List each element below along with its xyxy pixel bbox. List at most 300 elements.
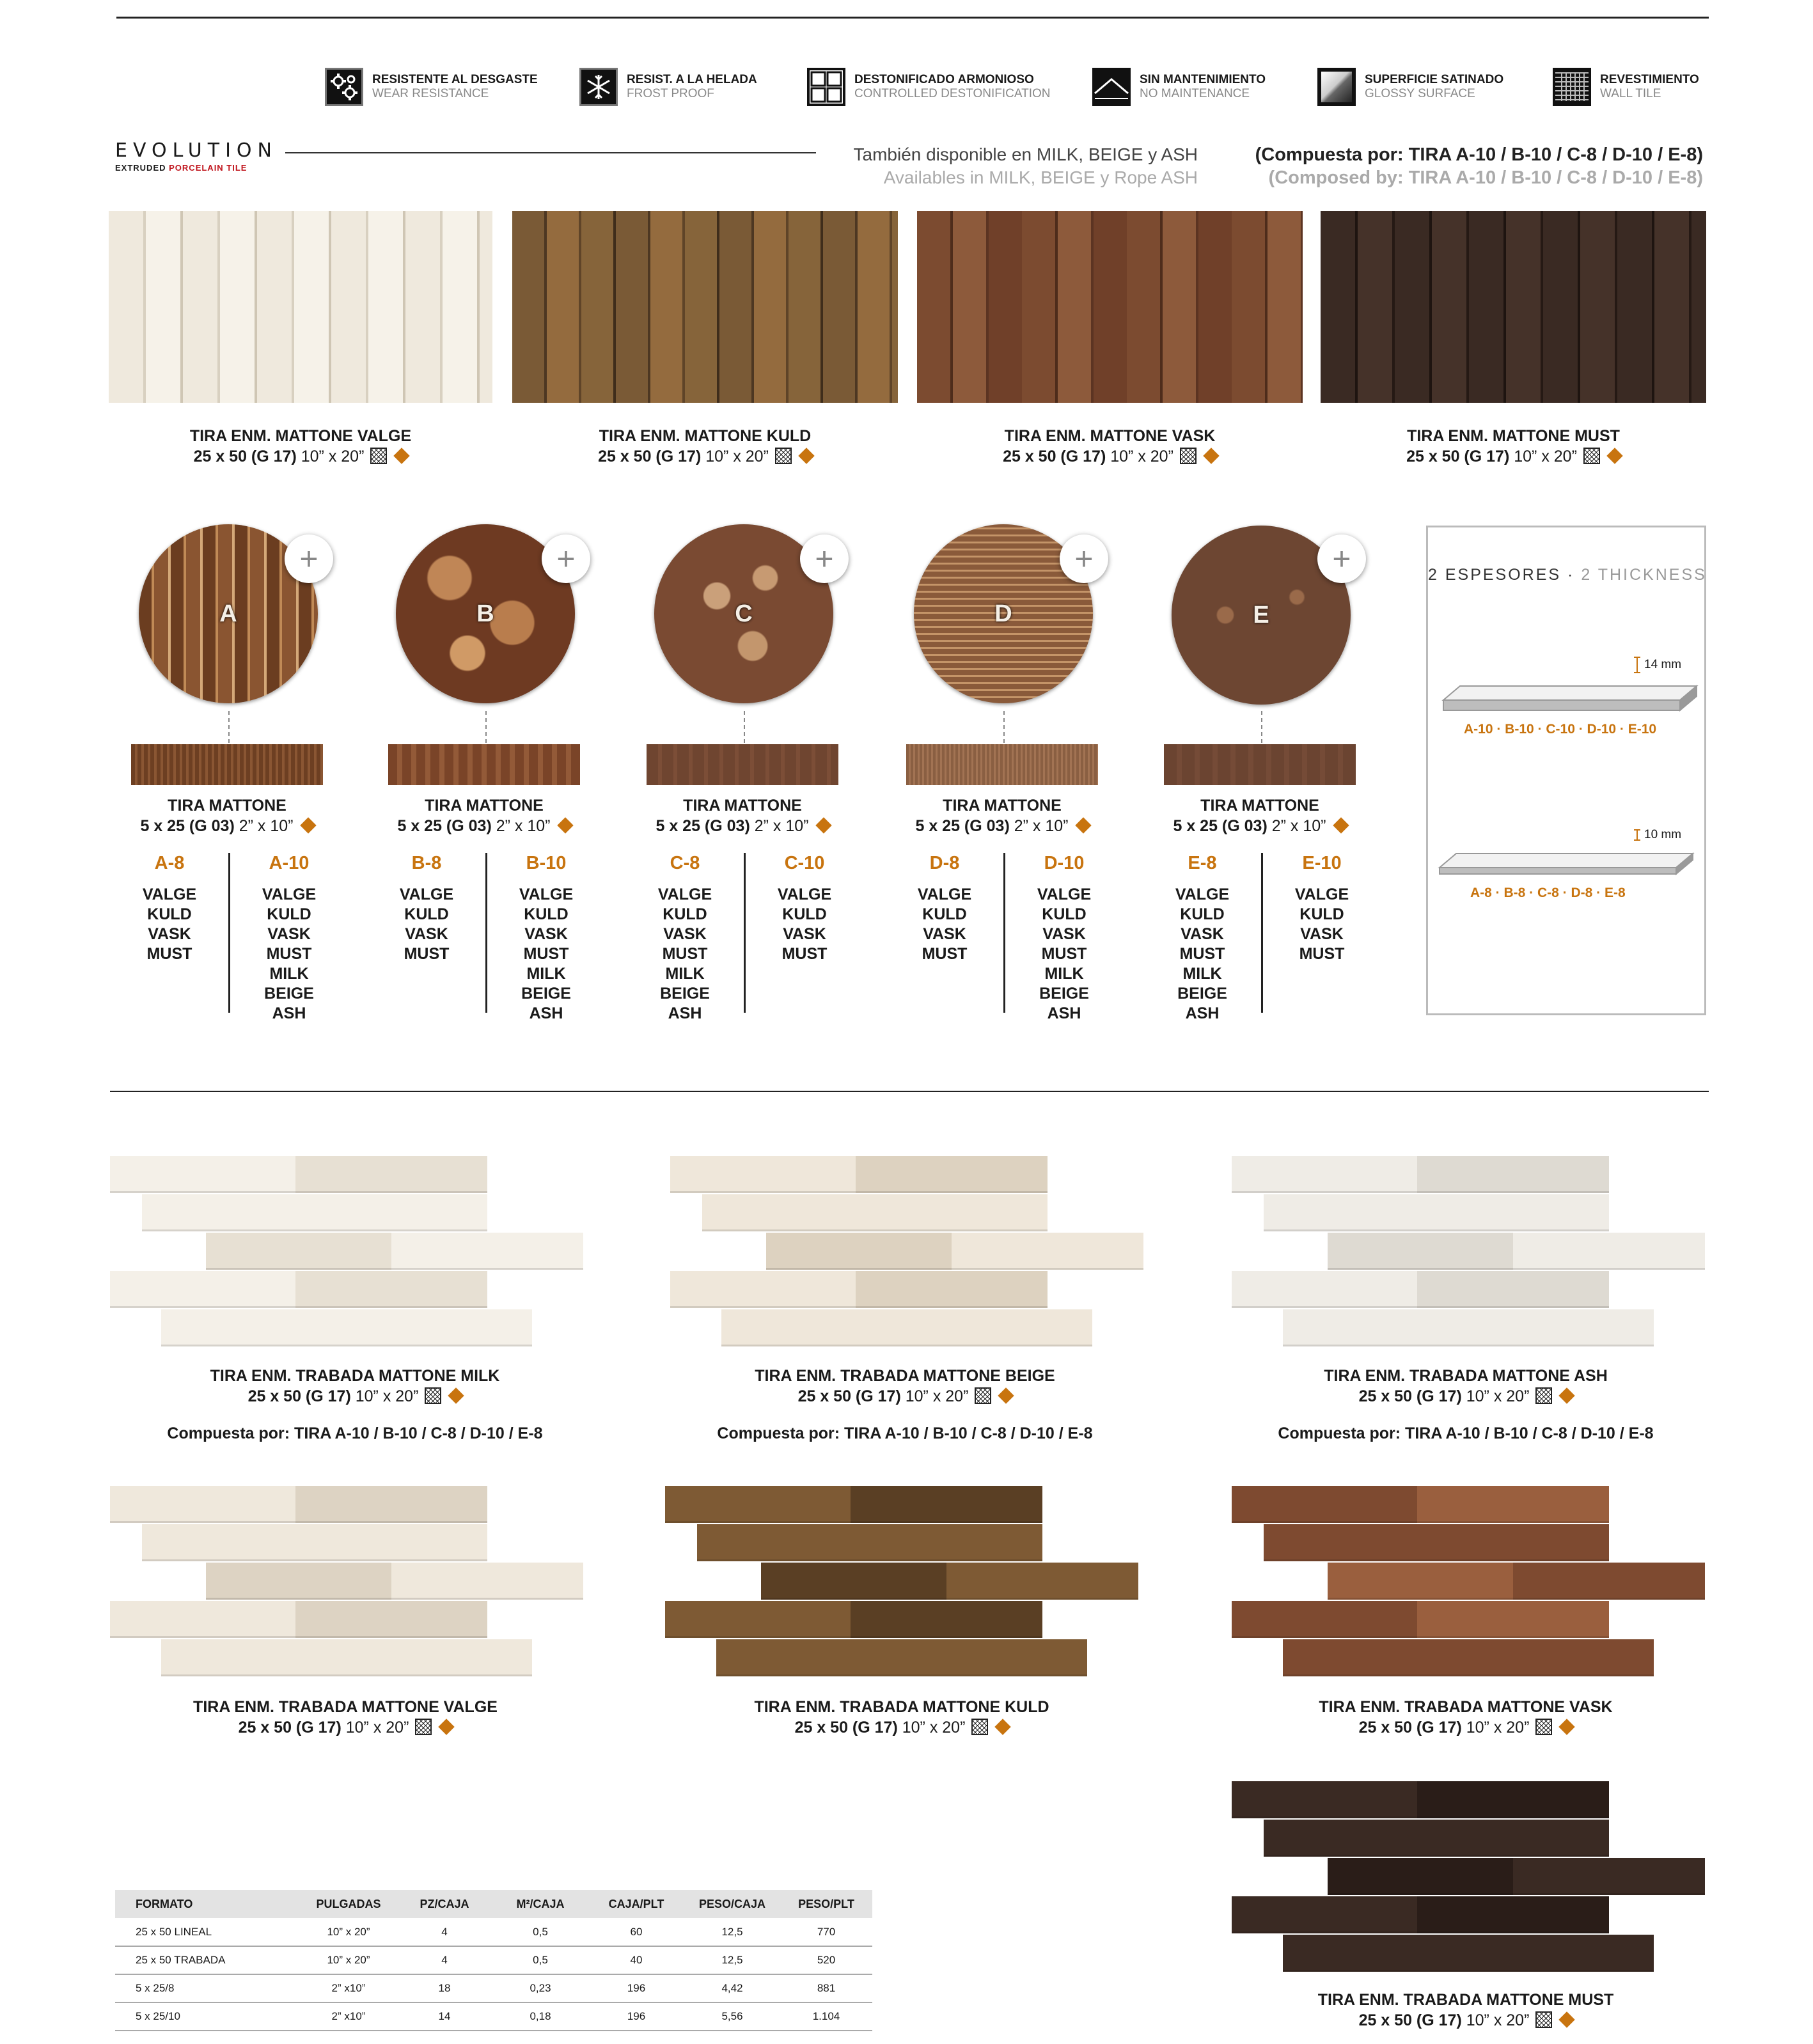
brick (1264, 1524, 1456, 1561)
spec-cell: 0,5 (533, 1925, 548, 1938)
texture-inches: 2” x 10” (1271, 817, 1326, 835)
spec-cell: 4 (441, 1954, 448, 1966)
spec-table-row (115, 2002, 872, 2031)
brand-name: EVOLUTION (115, 139, 278, 162)
wear-grade-icon (1180, 448, 1197, 464)
product-name: TIRA ENM. TRABADA MATTONE MUST (1317, 1991, 1614, 2009)
product-inches: 10” x 20” (1110, 448, 1173, 465)
texture-strip (131, 744, 323, 785)
brick (716, 1639, 902, 1676)
product-size: 25 x 50 (G 17) (247, 1387, 351, 1405)
diamond-icon (1203, 448, 1219, 464)
spec-cell: 4 (441, 1925, 448, 1938)
product-name: TIRA ENM. TRABADA MATTONE MILK (210, 1367, 500, 1385)
colour-list-right (485, 885, 607, 1024)
product-composition: Compuesta por: TIRA A-10 / B-10 / C-8 / D-10 / E-8 (717, 1424, 1093, 1442)
snowflake-icon (579, 68, 618, 106)
diamond-icon (1559, 1719, 1575, 1735)
zoom-plus-button[interactable]: + (1060, 534, 1108, 583)
brick (1417, 1601, 1609, 1638)
colour-item: ASH (529, 1004, 563, 1022)
brick (902, 1639, 1087, 1676)
caption-trabada-vask (1223, 1697, 1709, 1738)
texture-code-right: D-10 (1044, 853, 1085, 873)
diamond-icon (1559, 1387, 1575, 1403)
colour-item: MILK (1182, 965, 1222, 983)
colour-item: VALGE (1294, 885, 1349, 903)
texture-caption (608, 795, 877, 836)
colour-item: MUST (662, 945, 708, 963)
thin-codes: A-8 · B-8 · C-8 · D-8 · E-8 (1470, 885, 1626, 900)
brick (697, 1524, 889, 1561)
brick (1417, 1896, 1609, 1933)
brick (1513, 1858, 1705, 1895)
wear-grade-icon (775, 448, 792, 464)
colour-item: KULD (1299, 905, 1344, 923)
product-inches: 10” x 20” (705, 448, 769, 465)
product-inches: 10” x 20” (355, 1387, 419, 1405)
colour-item: MUST (404, 945, 450, 963)
spec-table-row (115, 1918, 872, 1946)
spec-cell: 10” x 20” (327, 1954, 370, 1966)
spec-cell: 12,5 (721, 1925, 743, 1938)
diamond-icon (995, 1719, 1011, 1735)
colour-item: MUST (1179, 945, 1225, 963)
colour-item: MILK (526, 965, 566, 983)
brick (894, 1194, 1048, 1231)
feature-maintenance (1092, 68, 1266, 106)
brick (1468, 1309, 1654, 1346)
trabada-panel-ash (1232, 1156, 1705, 1348)
texture-size: 5 x 25 (G 03) (655, 817, 750, 835)
texture-code-right: C-10 (784, 853, 825, 873)
colour-list-right (1261, 885, 1383, 964)
spec-cell: 2” x10” (331, 2010, 366, 2022)
caption-trabada-valge (102, 1697, 588, 1738)
trabada-panel-kuld (665, 1486, 1138, 1678)
brick (1232, 1486, 1417, 1523)
brick (1232, 1781, 1417, 1818)
col-m2-caja: M²/CAJA (516, 1897, 565, 1910)
feature-wear (325, 68, 538, 106)
spec-cell: 5,56 (721, 2010, 743, 2022)
colour-item: ASH (1047, 1004, 1081, 1022)
colour-item: VASK (783, 925, 826, 943)
texture-letter: C (735, 600, 753, 627)
texture-name: TIRA MATTONE (168, 797, 286, 815)
spec-table-row (115, 1974, 872, 2002)
brick (856, 1156, 1048, 1193)
feature-sublabel: FROST PROOF (627, 87, 714, 100)
colour-list-right (1003, 885, 1125, 1024)
brick (851, 1486, 1042, 1523)
brick (110, 1156, 295, 1193)
spec-cell: 2” x10” (331, 1982, 366, 1994)
brick (1264, 1194, 1456, 1231)
spec-cell: 0,18 (530, 2010, 551, 2022)
wear-grade-icon (975, 1387, 991, 1404)
spec-cell: 40 (630, 1954, 643, 1966)
spec-cell: 12,5 (721, 1954, 743, 1966)
product-name: TIRA ENM. MATTONE VASK (1004, 427, 1216, 445)
feature-wall-tile (1553, 68, 1699, 106)
texture-code-right: E-10 (1302, 853, 1342, 873)
colour-item: VASK (148, 925, 191, 943)
brick (295, 1486, 487, 1523)
colour-list-left (624, 885, 746, 1024)
top-rule (116, 17, 1709, 19)
texture-code-left: E-8 (1188, 853, 1217, 873)
texture-size: 5 x 25 (G 03) (397, 817, 492, 835)
texture-name: TIRA MATTONE (683, 797, 802, 815)
spec-cell: 4,42 (721, 1982, 743, 1994)
spec-table-row (115, 1946, 872, 1974)
product-size: 25 x 50 (G 17) (1406, 448, 1510, 465)
texture-strip (906, 744, 1098, 785)
brand-logo (115, 139, 278, 173)
colour-list-left (366, 885, 487, 964)
spec-cell: 0,5 (533, 1954, 548, 1966)
spec-cell: 520 (817, 1954, 836, 1966)
colour-item: MILK (269, 965, 309, 983)
colour-item: VALGE (399, 885, 454, 903)
colour-item: MUST (1299, 945, 1345, 963)
colour-item: VALGE (1037, 885, 1092, 903)
brick (334, 1524, 487, 1561)
caption-mattone-must (1321, 426, 1706, 467)
brick (142, 1524, 334, 1561)
caption-trabada-must (1223, 1990, 1709, 2031)
spec-cell: 14 (438, 2010, 451, 2022)
brick (1456, 1194, 1609, 1231)
brick (110, 1271, 295, 1308)
wear-grade-icon (971, 1719, 988, 1735)
texture-caption (93, 795, 361, 836)
texture-inches: 2” x 10” (496, 817, 551, 835)
glossy-surface-icon (1317, 68, 1356, 106)
caption-trabada-milk (112, 1366, 598, 1444)
colour-item: VALGE (917, 885, 972, 903)
colour-item: MILK (665, 965, 705, 983)
trabada-panel-must (1232, 1781, 1705, 1973)
brick (702, 1194, 894, 1231)
texture-strip (388, 744, 580, 785)
brick (1232, 1601, 1417, 1638)
brick (391, 1563, 583, 1600)
colour-list-left (1142, 885, 1263, 1024)
caption-trabada-ash (1223, 1366, 1709, 1444)
connector-dash (485, 711, 487, 743)
trabada-panel-milk (110, 1156, 583, 1348)
brick (766, 1233, 952, 1270)
spec-table (115, 1890, 872, 2031)
colour-item: VASK (267, 925, 311, 943)
spec-cell: 18 (438, 1982, 451, 1994)
colour-item: KULD (267, 905, 311, 923)
brick (1328, 1858, 1513, 1895)
colour-item: ASH (1185, 1004, 1220, 1022)
wear-grade-icon (370, 448, 387, 464)
brick (161, 1309, 347, 1346)
diamond-icon (798, 448, 814, 464)
no-maintenance-icon (1092, 68, 1131, 106)
wear-grade-icon (1535, 2011, 1552, 2028)
trabada-panel-beige (670, 1156, 1143, 1348)
spec-cell: 196 (627, 1982, 646, 1994)
zoom-plus-button[interactable]: + (800, 534, 849, 583)
product-name: TIRA ENM. MATTONE MUST (1407, 427, 1620, 445)
colour-item: VASK (1181, 925, 1224, 943)
col-formato: FORMATO (136, 1897, 193, 1910)
thickness-box (1426, 526, 1706, 1015)
product-inches: 10” x 20” (902, 1719, 966, 1736)
colour-item: BEIGE (660, 985, 710, 1002)
brick (347, 1309, 532, 1346)
product-composition: Compuesta por: TIRA A-10 / B-10 / C-8 / D-10 / E-8 (167, 1424, 543, 1442)
connector-dash (744, 711, 745, 743)
brick (761, 1563, 946, 1600)
feature-label: SUPERFICIE SATINADO (1365, 73, 1504, 86)
colour-item: VALGE (657, 885, 712, 903)
diamond-icon (815, 817, 831, 833)
colour-list-left (109, 885, 230, 964)
product-inches: 10” x 20” (1466, 1719, 1530, 1736)
colour-item: BEIGE (1039, 985, 1089, 1002)
caption-mattone-vask (917, 426, 1303, 467)
texture-code-left: D-8 (929, 853, 960, 873)
spec-cell: 1.104 (812, 2010, 840, 2022)
composition-es: (Compuesta por: TIRA A-10 / B-10 / C-8 / D-10 / E-8) (1255, 144, 1703, 165)
caption-mattone-valge (109, 426, 492, 467)
wear-grade-icon (1583, 448, 1600, 464)
brick (110, 1486, 295, 1523)
spec-cell: 25 x 50 LINEAL (136, 1925, 212, 1938)
brick (1417, 1781, 1609, 1818)
colour-item: ASH (668, 1004, 702, 1022)
texture-letter: A (219, 600, 237, 627)
feature-label: RESISTENTE AL DESGASTE (372, 73, 538, 86)
colour-item: VALGE (262, 885, 317, 903)
diamond-icon (448, 1387, 464, 1403)
texture-name: TIRA MATTONE (1200, 797, 1319, 815)
texture-letter: B (476, 600, 494, 627)
brick (1468, 1935, 1654, 1972)
brick (665, 1601, 851, 1638)
brick (1417, 1156, 1609, 1193)
panel-mattone-kuld (512, 211, 898, 403)
colour-item: KULD (663, 905, 707, 923)
colour-item: BEIGE (1177, 985, 1227, 1002)
texture-code-left: C-8 (670, 853, 700, 873)
feature-frost (579, 68, 757, 106)
colour-item: KULD (922, 905, 967, 923)
wall-tile-icon (1553, 68, 1591, 106)
texture-name: TIRA MATTONE (943, 797, 1062, 815)
texture-caption (350, 795, 618, 836)
trabada-panel-vask (1232, 1486, 1705, 1678)
thin-dimension (1634, 828, 1681, 842)
brick (161, 1639, 347, 1676)
texture-code-left: B-8 (411, 853, 442, 873)
brick (851, 1601, 1042, 1638)
composition-en: (Composed by: TIRA A-10 / B-10 / C-8 / D-10 / E-8) (1268, 168, 1703, 188)
product-size: 25 x 50 (G 17) (797, 1387, 901, 1405)
panel-mattone-valge (109, 211, 492, 403)
thickness-sep: · (1567, 566, 1575, 584)
colour-item: VALGE (142, 885, 197, 903)
thick-dimension (1634, 657, 1681, 673)
product-size: 25 x 50 (G 17) (1003, 448, 1106, 465)
trabada-panel-valge (110, 1486, 583, 1678)
spec-cell: 196 (627, 2010, 646, 2022)
product-size: 25 x 50 (G 17) (238, 1719, 341, 1736)
brick (1283, 1935, 1468, 1972)
feature-sublabel: CONTROLLED DESTONIFICATION (854, 87, 1051, 100)
texture-size: 5 x 25 (G 03) (1173, 817, 1268, 835)
brand-sub-a: EXTRUDED (115, 163, 166, 173)
colour-item: KULD (782, 905, 827, 923)
panel-mattone-vask (917, 211, 1303, 403)
product-composition: Compuesta por: TIRA A-10 / B-10 / C-8 / D-10 / E-8 (1278, 1424, 1654, 1442)
availability-es: También disponible en MILK, BEIGE y ASH (853, 144, 1198, 164)
brick (391, 1233, 583, 1270)
colour-list-right (744, 885, 865, 964)
brick (1283, 1309, 1468, 1346)
feature-sublabel: WEAR RESISTANCE (372, 87, 489, 100)
product-name: TIRA ENM. TRABADA MATTONE VASK (1319, 1698, 1613, 1716)
brand-rule (285, 152, 816, 153)
product-inches: 10” x 20” (1514, 448, 1577, 465)
product-inches: 10” x 20” (1466, 1387, 1530, 1405)
diamond-icon (300, 817, 316, 833)
grid-squares-icon (807, 68, 845, 106)
diamond-icon (1333, 817, 1349, 833)
caption-trabada-beige (662, 1366, 1148, 1444)
wear-grade-icon (415, 1719, 432, 1735)
brick (721, 1309, 907, 1346)
brick (206, 1563, 391, 1600)
product-name: TIRA ENM. TRABADA MATTONE ASH (1324, 1367, 1608, 1385)
texture-size: 5 x 25 (G 03) (140, 817, 235, 835)
colour-item: KULD (147, 905, 192, 923)
texture-code-left: A-8 (154, 853, 185, 873)
col-peso-plt: PESO/PLT (798, 1897, 854, 1910)
brick (206, 1233, 391, 1270)
product-name: TIRA ENM. TRABADA MATTONE KULD (754, 1698, 1049, 1716)
panel-mattone-must (1321, 211, 1706, 403)
connector-dash (1261, 711, 1262, 743)
diamond-icon (394, 448, 410, 464)
diamond-icon (1606, 448, 1622, 464)
brick (1456, 1820, 1609, 1857)
spec-cell: 0,23 (530, 1982, 551, 1994)
brick (1417, 1486, 1609, 1523)
texture-letter: E (1253, 601, 1269, 628)
brick (1513, 1563, 1705, 1600)
zoom-plus-button[interactable]: + (542, 534, 590, 583)
brand-sub-b: PORCELAIN TILE (169, 163, 247, 173)
connector-dash (228, 711, 230, 743)
product-size: 25 x 50 (G 17) (193, 448, 297, 465)
spec-cell: 770 (817, 1925, 836, 1938)
brick (1328, 1233, 1513, 1270)
colour-item: VASK (1300, 925, 1344, 943)
diamond-icon (998, 1387, 1014, 1403)
colour-list-right (228, 885, 350, 1024)
wear-grade-icon (1535, 1387, 1552, 1404)
brick (670, 1271, 856, 1308)
thick-value: 14 mm (1644, 658, 1682, 671)
brick (295, 1156, 487, 1193)
zoom-plus-button[interactable]: + (285, 534, 333, 583)
brick (952, 1233, 1143, 1270)
brick (1417, 1271, 1609, 1308)
feature-label: SIN MANTENIMIENTO (1140, 73, 1266, 86)
diamond-icon (1075, 817, 1091, 833)
colour-item: BEIGE (264, 985, 314, 1002)
colour-item: KULD (404, 905, 449, 923)
colour-item: VASK (524, 925, 568, 943)
brick (946, 1563, 1138, 1600)
connector-dash (1003, 711, 1005, 743)
colour-item: MUST (146, 945, 192, 963)
brick (142, 1194, 334, 1231)
caption-trabada-kuld (659, 1697, 1145, 1738)
texture-code-right: B-10 (526, 853, 567, 873)
product-name: TIRA ENM. MATTONE KULD (599, 427, 812, 445)
product-size: 25 x 50 (G 17) (1358, 1719, 1462, 1736)
col-pz-caja: PZ/CAJA (420, 1897, 469, 1910)
colour-item: VASK (405, 925, 448, 943)
product-size: 25 x 50 (G 17) (1358, 2011, 1462, 2029)
colour-item: ASH (272, 1004, 306, 1022)
colour-item: VASK (663, 925, 707, 943)
product-name: TIRA ENM. TRABADA MATTONE VALGE (193, 1698, 498, 1716)
brick (1456, 1524, 1609, 1561)
texture-letter: D (994, 600, 1012, 627)
zoom-plus-button[interactable]: + (1317, 534, 1366, 583)
texture-code-right: A-10 (269, 853, 310, 873)
colour-item: VALGE (519, 885, 574, 903)
product-size: 25 x 50 (G 17) (794, 1719, 898, 1736)
wear-grade-icon (425, 1387, 441, 1404)
feature-sublabel: GLOSSY SURFACE (1365, 87, 1475, 100)
colour-item: VALGE (777, 885, 832, 903)
col-peso-caja: PESO/CAJA (698, 1897, 766, 1910)
brick (1468, 1639, 1654, 1676)
spec-cell: 5 x 25/10 (136, 2010, 180, 2022)
brick (1328, 1563, 1513, 1600)
brick (907, 1309, 1092, 1346)
colour-item: MILK (1044, 965, 1084, 983)
thick-codes: A-10 · B-10 · C-10 · D-10 · E-10 (1464, 722, 1657, 737)
thickness-title-es: 2 ESPESORES (1428, 566, 1562, 584)
texture-caption (868, 795, 1136, 836)
colour-item: KULD (1180, 905, 1225, 923)
spec-cell: 10” x 20” (327, 1925, 370, 1938)
colour-list-left (884, 885, 1005, 964)
texture-inches: 2” x 10” (754, 817, 809, 835)
diamond-icon (1559, 2011, 1575, 2027)
product-size: 25 x 50 (G 17) (1358, 1387, 1462, 1405)
texture-strip (1164, 744, 1356, 785)
product-size: 25 x 50 (G 17) (598, 448, 702, 465)
texture-inches: 2” x 10” (1014, 817, 1069, 835)
brick (334, 1194, 487, 1231)
texture-strip (647, 744, 838, 785)
colour-item: MUST (266, 945, 312, 963)
colour-item: VALGE (1175, 885, 1230, 903)
